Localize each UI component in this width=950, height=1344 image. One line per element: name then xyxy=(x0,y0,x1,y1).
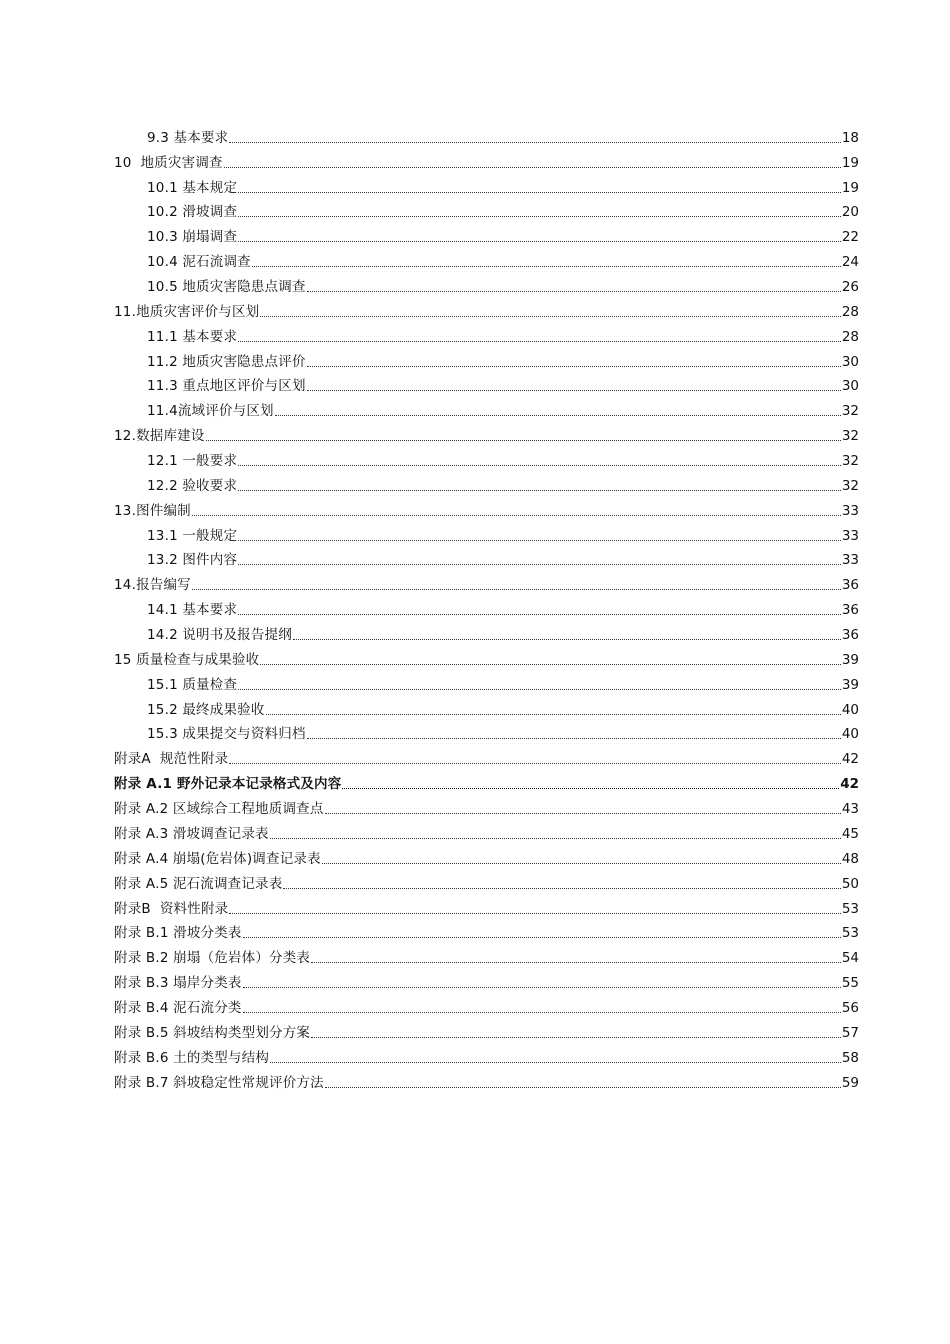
toc-entry-title: 10.3 崩塌调查 xyxy=(147,229,238,246)
toc-entry[interactable] xyxy=(0,1069,950,1094)
toc-dot-leader xyxy=(192,515,841,516)
toc-entry[interactable] xyxy=(0,199,950,224)
toc-entry[interactable] xyxy=(0,944,950,969)
toc-dot-leader xyxy=(238,490,841,491)
toc-entry[interactable] xyxy=(0,895,950,920)
toc-dot-leader xyxy=(322,863,841,864)
toc-dot-leader xyxy=(252,266,841,267)
toc-dot-leader xyxy=(342,788,839,789)
toc-entry-title: 附录 A.3 滑坡调查记录表 xyxy=(114,825,269,842)
toc-entry-page-number: 45 xyxy=(841,825,859,842)
toc-entry[interactable] xyxy=(0,994,950,1019)
toc-entry[interactable] xyxy=(0,447,950,472)
toc-entry[interactable] xyxy=(0,571,950,596)
toc-dot-leader xyxy=(307,291,841,292)
toc-entry-page-number: 28 xyxy=(841,328,859,345)
toc-entry-page-number: 40 xyxy=(841,726,859,743)
toc-dot-leader xyxy=(243,937,841,938)
toc-dot-leader xyxy=(260,316,840,317)
toc-entry[interactable] xyxy=(0,795,950,820)
toc-entry-title: 附录 B.6 土的类型与结构 xyxy=(114,1049,270,1066)
toc-entry-title: 15.1 质量检查 xyxy=(147,676,238,693)
toc-entry[interactable] xyxy=(0,348,950,373)
toc-dot-leader xyxy=(283,888,840,889)
toc-dot-leader xyxy=(238,465,841,466)
toc-entry-title: 附录 A.1 野外记录本记录格式及内容 xyxy=(114,776,342,793)
toc-dot-leader xyxy=(238,216,841,217)
toc-dot-leader xyxy=(243,987,841,988)
toc-dot-leader xyxy=(270,838,841,839)
toc-dot-leader xyxy=(260,664,840,665)
toc-entry-title: 13.2 图件内容 xyxy=(147,552,238,569)
toc-entry[interactable] xyxy=(0,124,950,149)
toc-entry[interactable] xyxy=(0,497,950,522)
toc-entry-title: 10.1 基本规定 xyxy=(147,179,238,196)
table-of-contents xyxy=(0,124,950,1094)
toc-entry-page-number: 32 xyxy=(841,453,859,470)
toc-dot-leader xyxy=(238,689,841,690)
toc-entry[interactable] xyxy=(0,223,950,248)
toc-dot-leader xyxy=(229,142,840,143)
toc-dot-leader xyxy=(307,366,841,367)
toc-entry[interactable] xyxy=(0,248,950,273)
toc-entry[interactable] xyxy=(0,323,950,348)
toc-entry-page-number: 57 xyxy=(841,1024,859,1041)
toc-entry[interactable] xyxy=(0,696,950,721)
toc-entry[interactable] xyxy=(0,522,950,547)
toc-dot-leader xyxy=(266,714,841,715)
toc-entry[interactable] xyxy=(0,820,950,845)
toc-entry-page-number: 19 xyxy=(841,179,859,196)
toc-dot-leader xyxy=(224,167,841,168)
toc-entry[interactable] xyxy=(0,1044,950,1069)
toc-entry[interactable] xyxy=(0,422,950,447)
toc-dot-leader xyxy=(293,639,841,640)
toc-dot-leader xyxy=(311,962,841,963)
toc-entry-page-number: 58 xyxy=(841,1049,859,1066)
toc-entry-title: 14.1 基本要求 xyxy=(147,602,238,619)
toc-entry-title: 附录 B.7 斜坡稳定性常规评价方法 xyxy=(114,1074,324,1091)
toc-entry-page-number: 36 xyxy=(841,627,859,644)
toc-entry[interactable] xyxy=(0,298,950,323)
toc-entry-page-number: 43 xyxy=(841,801,859,818)
toc-entry-title: 14.2 说明书及报告提纲 xyxy=(147,627,292,644)
toc-entry[interactable] xyxy=(0,770,950,795)
toc-dot-leader xyxy=(325,813,841,814)
toc-entry[interactable] xyxy=(0,721,950,746)
toc-entry-page-number: 53 xyxy=(841,900,859,917)
toc-entry-title: 附录 A.2 区域综合工程地质调查点 xyxy=(114,801,324,818)
toc-entry-page-number: 39 xyxy=(841,651,859,668)
toc-entry-page-number: 55 xyxy=(841,975,859,992)
toc-entry[interactable] xyxy=(0,745,950,770)
toc-dot-leader xyxy=(311,1037,841,1038)
toc-entry-title: 附录 B.4 泥石流分类 xyxy=(114,999,242,1016)
toc-entry[interactable] xyxy=(0,373,950,398)
toc-entry-title: 13.图件编制 xyxy=(114,502,191,519)
toc-entry-title: 9.3 基本要求 xyxy=(147,129,229,146)
toc-entry-page-number: 39 xyxy=(841,676,859,693)
toc-entry-title: 15.3 成果提交与资料归档 xyxy=(147,726,306,743)
toc-entry-title: 附录 B.3 塌岸分类表 xyxy=(114,975,242,992)
toc-entry-page-number: 33 xyxy=(841,502,859,519)
toc-entry-page-number: 24 xyxy=(841,254,859,271)
toc-entry[interactable] xyxy=(0,870,950,895)
toc-entry-title: 11.4流域评价与区划 xyxy=(147,403,274,420)
toc-entry-title: 附录B 资料性附录 xyxy=(114,900,229,917)
toc-entry-title: 11.3 重点地区评价与区划 xyxy=(147,378,306,395)
toc-dot-leader xyxy=(238,540,841,541)
toc-entry-page-number: 36 xyxy=(841,602,859,619)
toc-dot-leader xyxy=(238,564,841,565)
toc-entry-title: 附录 B.1 滑坡分类表 xyxy=(114,925,242,942)
toc-entry[interactable] xyxy=(0,646,950,671)
toc-entry[interactable] xyxy=(0,621,950,646)
toc-entry-page-number: 54 xyxy=(841,950,859,967)
toc-entry-title: 10 地质灾害调查 xyxy=(114,154,223,171)
toc-entry[interactable] xyxy=(0,174,950,199)
toc-entry-page-number: 33 xyxy=(841,527,859,544)
toc-entry-page-number: 28 xyxy=(841,303,859,320)
toc-entry-page-number: 36 xyxy=(841,577,859,594)
toc-entry-title: 11.地质灾害评价与区划 xyxy=(114,303,260,320)
toc-dot-leader xyxy=(238,241,841,242)
toc-entry[interactable] xyxy=(0,397,950,422)
toc-entry-page-number: 19 xyxy=(841,154,859,171)
toc-entry-title: 附录 A.5 泥石流调查记录表 xyxy=(114,875,283,892)
toc-entry-page-number: 30 xyxy=(841,353,859,370)
toc-entry-page-number: 32 xyxy=(841,403,859,420)
toc-dot-leader xyxy=(307,738,841,739)
toc-entry-title: 14.报告编写 xyxy=(114,577,191,594)
toc-entry-title: 10.4 泥石流调查 xyxy=(147,254,251,271)
toc-entry-title: 附录 B.2 崩塌（危岩体）分类表 xyxy=(114,950,311,967)
toc-entry-title: 11.1 基本要求 xyxy=(147,328,238,345)
toc-entry[interactable] xyxy=(0,472,950,497)
toc-entry-page-number: 32 xyxy=(841,428,859,445)
toc-entry-page-number: 40 xyxy=(841,701,859,718)
toc-entry[interactable] xyxy=(0,671,950,696)
toc-entry-page-number: 30 xyxy=(841,378,859,395)
toc-entry-title: 12.1 一般要求 xyxy=(147,453,238,470)
toc-entry-title: 附录 B.5 斜坡结构类型划分方案 xyxy=(114,1024,311,1041)
toc-entry-page-number: 32 xyxy=(841,477,859,494)
toc-entry-title: 11.2 地质灾害隐患点评价 xyxy=(147,353,306,370)
toc-entry[interactable] xyxy=(0,273,950,298)
toc-entry[interactable] xyxy=(0,920,950,945)
toc-entry-page-number: 59 xyxy=(841,1074,859,1091)
toc-entry-page-number: 53 xyxy=(841,925,859,942)
toc-dot-leader xyxy=(192,589,841,590)
toc-entry-title: 13.1 一般规定 xyxy=(147,527,238,544)
toc-dot-leader xyxy=(243,1012,841,1013)
toc-entry[interactable] xyxy=(0,969,950,994)
toc-entry[interactable] xyxy=(0,845,950,870)
toc-entry-page-number: 26 xyxy=(841,279,859,296)
toc-entry[interactable] xyxy=(0,547,950,572)
toc-entry-title: 12.2 验收要求 xyxy=(147,477,238,494)
toc-entry[interactable] xyxy=(0,1019,950,1044)
toc-dot-leader xyxy=(229,763,840,764)
toc-entry-page-number: 56 xyxy=(841,999,859,1016)
toc-dot-leader xyxy=(238,341,841,342)
toc-entry-page-number: 48 xyxy=(841,850,859,867)
toc-entry-page-number: 18 xyxy=(841,129,859,146)
toc-entry[interactable] xyxy=(0,596,950,621)
toc-dot-leader xyxy=(270,1062,841,1063)
toc-dot-leader xyxy=(238,614,841,615)
toc-entry-title: 12.数据库建设 xyxy=(114,428,205,445)
toc-entry-title: 附录A 规范性附录 xyxy=(114,751,229,768)
toc-entry[interactable] xyxy=(0,149,950,174)
toc-entry-page-number: 20 xyxy=(841,204,859,221)
toc-entry-title: 附录 A.4 崩塌(危岩体)调查记录表 xyxy=(114,850,321,867)
toc-entry-page-number: 42 xyxy=(841,751,859,768)
toc-entry-page-number: 22 xyxy=(841,229,859,246)
toc-dot-leader xyxy=(275,415,841,416)
toc-entry-page-number: 50 xyxy=(841,875,859,892)
toc-dot-leader xyxy=(229,913,840,914)
toc-dot-leader xyxy=(238,192,841,193)
toc-entry-title: 15.2 最终成果验收 xyxy=(147,701,265,718)
toc-entry-title: 10.5 地质灾害隐患点调查 xyxy=(147,279,306,296)
toc-entry-title: 15 质量检查与成果验收 xyxy=(114,651,260,668)
toc-entry-title: 10.2 滑坡调查 xyxy=(147,204,238,221)
toc-entry-page-number: 42 xyxy=(840,776,859,793)
toc-entry-page-number: 33 xyxy=(841,552,859,569)
toc-dot-leader xyxy=(206,440,841,441)
toc-dot-leader xyxy=(307,390,841,391)
toc-dot-leader xyxy=(325,1087,841,1088)
